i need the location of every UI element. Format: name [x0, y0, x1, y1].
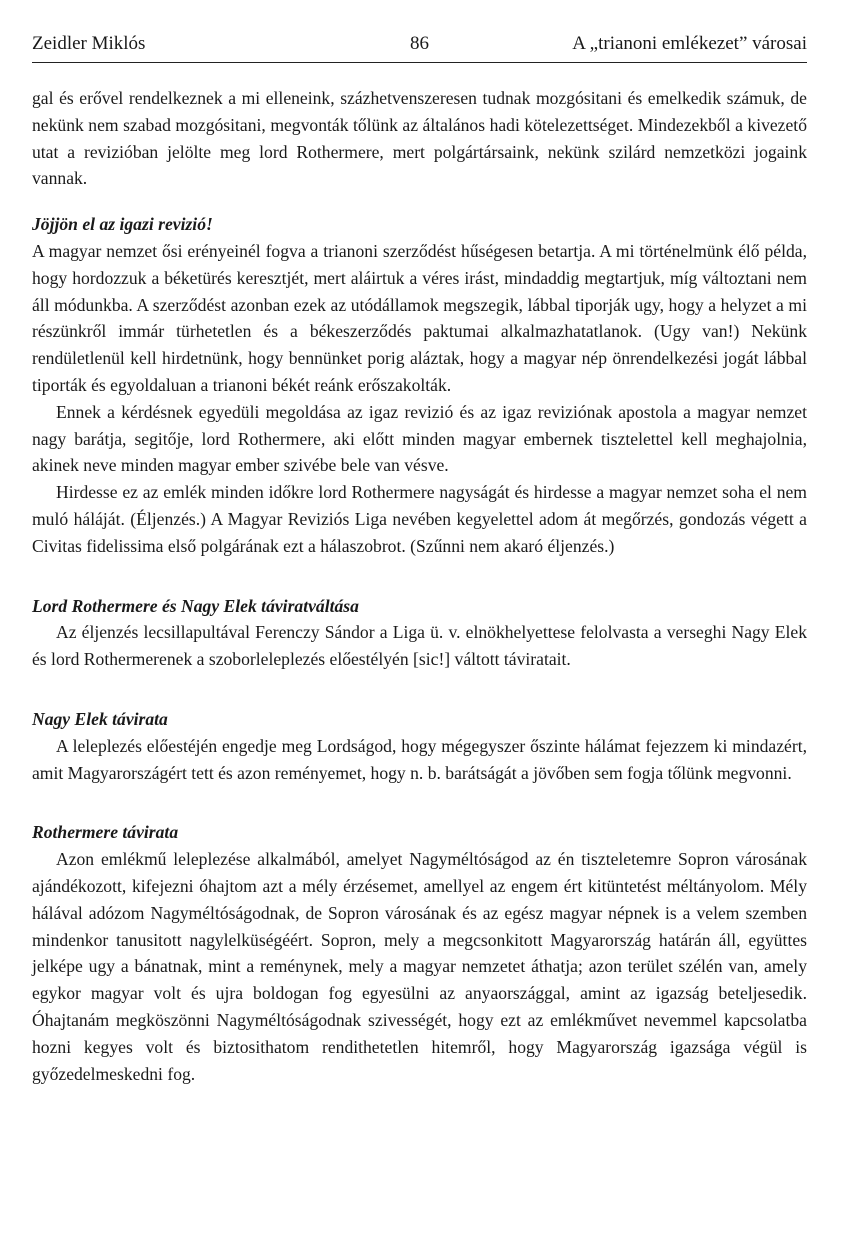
paragraph: gal és erővel rendelkeznek a mi elleneink, százhetvenszeresen tudnak mozgósitani és emelkedik számuk, de nekünk nem szabad mozgósitani, megvonták tőlünk az általános hadi kötelezettséget. Mindezekből a kivezető utat a revizióban jelölte meg lord Rothermere, mert polgártársaink, nekünk szilárd nemzetközi jogaink vannak. [32, 88, 807, 189]
paragraph: Hirdesse ez az emlék minden időkre lord Rothermere nagyságát és hirdesse a magyar nemzet soha el nem muló háláját. (Éljenzés.) A Magyar Reviziós Liga nevében kegyelettel adom át megőrzés, gondozás végett a Civitas fidelissima első polgárának ezt a hálaszobrot. (Szűnni nem akaró éljenzés.) [32, 482, 807, 556]
header-title: A „trianoni emlékezet” városai [572, 33, 807, 54]
document-page [32, 24, 807, 1087]
header-rule [32, 62, 807, 63]
paragraph: Azon emlékmű leleplezése alkalmából, amelyet Nagyméltóságod az én tiszteletemre Sopron városának ajándékozott, kifejezni óhajtom azt a mély érzésemet, amellyel az engem ért kitüntetést méltányolom. Mély hálával adózom Nagyméltóságodnak, de Sopron városának és az egész magyar népnek is a velem szemben mindenkor tanusitott nagylelküségéért. Sopron, mely a megcsonkitott Magyarország határán áll, együttes jelképe ugy a bánatnak, mint a reménynek, mely a magyar nemzetet áthatja; azon terület szélén van, amely egykor magyar volt és ujra boldogan fog egyesülni az anyaországgal, amint az igazság beteljesedik. Óhajtanám megköszönni Nagyméltóságodnak szivességét, hogy ezt az emlékművet nevemmel kapcsolatba hozni kegyes volt és biztosithatom rendithetetlen hitemről, hogy Magyarország igazsága végül is győzedelmeskedni fog. [32, 849, 807, 1084]
header-author: Zeidler Miklós [32, 33, 146, 54]
paragraph: A leleplezés előestéjén engedje meg Lordságod, hogy mégegyszer őszinte hálámat fejezzem ki mindazért, amit Magyarországért tett és azon reményemet, hogy n. b. barátságát a jövőben sem fogja tőlünk megvonni. [32, 735, 807, 783]
section-heading: Lord Rothermere és Nagy Elek táviratváltása [32, 595, 359, 616]
paragraph: Az éljenzés lecsillapultával Ferenczy Sándor a Liga ü. v. elnökhelyettese felolvasta a verseghi Nagy Elek és lord Rothermerenek a szoborleleplezés előestélyén [sic!] váltott táviratait. [32, 622, 807, 670]
page-body [32, 85, 807, 1087]
paragraph: Ennek a kérdésnek egyedüli megoldása az igaz revizió és az igaz reviziónak apostola a magyar nemzet nagy barátja, segitője, lord Rothermere, aki előtt minden magyar embernek tisztelettel kell meghajolnia, akinek neve minden magyar ember szivébe bele van vésve. [32, 401, 807, 476]
section-heading: Rothermere távirata [32, 822, 179, 843]
running-header [32, 24, 807, 52]
paragraph: A magyar nemzet ősi erényeinél fogva a trianoni szerződést hűségesen betartja. A mi történelmünk élő példa, hogy hordozzuk a béketürés keresztjét, mert aláirtuk a véres irást, mindaddig megtartjuk, míg változtani nem áll módunkba. A szerződést azonban ezek az utódállamok megszegik, lábbal tiporják ugy, hogy a helyzet a mi részünkről immár türhetetlen és a békeszerződés paktumai alkalmazhatatlanok. (Ugy van!) Nekünk rendületlenül kell hirdetnünk, hogy bennünket porig aláztak, hogy a magyar nép önrendelkezési jogát lábbal tiporták és egyoldaluan a trianoni békét reánk erőszakolták. [32, 240, 807, 395]
section-heading: Nagy Elek távirata [32, 708, 168, 729]
section-heading: Jöjjön el az igazi revizió! [32, 214, 213, 235]
page-number: 86 [410, 33, 429, 54]
